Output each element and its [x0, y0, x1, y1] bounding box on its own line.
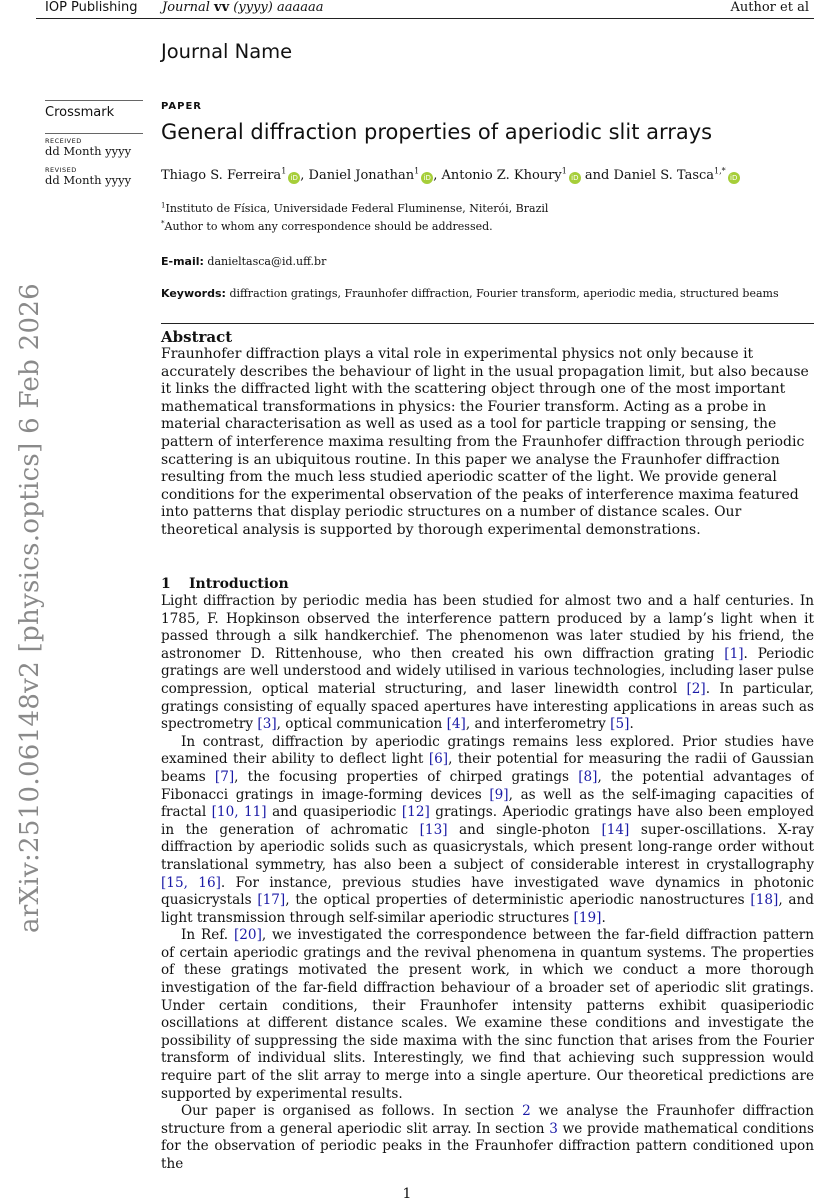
body-text-run: , and light transmission through self-similar aperiodic structures — [161, 892, 814, 926]
body-text-run: , as well as the self-imaging capacities of fractal — [161, 786, 814, 821]
citation-link[interactable]: [20] — [233, 927, 262, 944]
body-text-run: . — [629, 716, 634, 733]
section-heading — [161, 576, 289, 592]
sidebar-rule — [45, 100, 143, 101]
citation-link[interactable]: [10, 11] — [211, 804, 267, 821]
running-header — [0, 0, 814, 18]
citation-link[interactable]: [2] — [686, 680, 706, 697]
citation-link[interactable]: [4] — [446, 716, 466, 733]
body-text-run: and single-photon — [447, 821, 602, 838]
introduction-body — [161, 593, 814, 1174]
body-text-run: Our paper is organised as follows. In section — [181, 1103, 523, 1120]
publisher-name: IOP Publishing — [45, 0, 138, 15]
author-separator: , — [300, 168, 309, 183]
orcid-icon[interactable]: iD — [569, 172, 581, 184]
arxiv-stamp: arXiv:2510.06148v2 [physics.optics] 6 Feb 2026 — [15, 283, 45, 933]
section-number: 1 — [161, 576, 171, 592]
crossmark-link[interactable]: Crossmark — [45, 105, 115, 120]
citation-link[interactable]: [6] — [428, 751, 449, 768]
citation-link[interactable]: [1] — [724, 645, 744, 662]
journal-citation: Journal vv (yyyy) aaaaaa — [162, 0, 324, 15]
orcid-icon[interactable]: iD — [288, 172, 300, 184]
citation-link[interactable]: [13] — [419, 821, 448, 838]
body-text-run: In Ref. — [181, 927, 234, 944]
body-text-run: we provide mathematical conditions for the observation of periodic peaks in the Fraunhofer diffraction pattern conditioned upon the — [161, 1120, 814, 1172]
body-paragraph — [161, 927, 814, 1103]
body-text-run: . Periodic gratings are well understood and widely utilised in various technologies, including laser pulse compression, optical material structuring, and laser linewidth control — [161, 645, 814, 697]
email-link[interactable]: danieltasca@id.uff.br — [207, 255, 327, 268]
citation-link[interactable]: [18] — [750, 892, 779, 909]
page-number: 1 — [402, 1186, 412, 1200]
email-line — [161, 255, 326, 268]
affiliation: $^1$Instituto de Física, Universidade Federal Fluminense, Niterói, Brazil — [161, 201, 549, 215]
body-text-run: . In particular, gratings consisting of equally spaced apertures have interesting applications in areas such as spectrometry — [161, 680, 814, 733]
body-text-run: , their potential for measuring the radii of Gaussian beams — [161, 751, 814, 785]
author-name: Antonio Z. Khoury — [441, 168, 562, 183]
keywords-line — [161, 287, 779, 300]
revised-label: REVISED — [45, 166, 77, 174]
body-text-run: . — [601, 909, 606, 926]
citation-link[interactable]: [9] — [489, 786, 509, 803]
received-label: RECEIVED — [45, 137, 82, 145]
author-name: Thiago S. Ferreira — [161, 168, 282, 183]
author-separator: and — [580, 168, 614, 183]
sidebar-rule — [45, 133, 143, 134]
abstract-rule — [161, 323, 814, 324]
body-text-run: we analyse the Fraunhofer diffraction structure from a general aperiodic slit array. In section — [161, 1103, 814, 1137]
author-affiliation-mark: 1 — [414, 166, 420, 176]
citation-link[interactable]: [15, 16] — [161, 874, 221, 891]
received-date: dd Month yyyy — [45, 144, 132, 158]
body-text-run: , the optical properties of deterministic aperiodic nanostructures — [285, 892, 751, 909]
section-title: Introduction — [189, 576, 289, 592]
citation-link[interactable]: [8] — [578, 768, 598, 785]
journal-name: Journal Name — [161, 40, 293, 63]
citation-link[interactable]: [3] — [257, 716, 277, 733]
body-text-run: Light diffraction by periodic media has been studied for almost two and a half centuries. In 1785, F. Hopkinson observed the interference pattern produced by a lamp’s light when it passed through a silk handkerchief. The phenomenon was later studied by his friend, the astronomer D. Rittenhouse, who then created his own diffraction grating — [161, 593, 814, 662]
body-text-run: super-oscillations. X-ray diffraction by aperiodic solids such as quasicrystals, which present long-range order without translational symmetry, has also been a subject of considerable interest in crystallography — [161, 821, 814, 873]
orcid-icon[interactable]: iD — [421, 172, 433, 184]
citation-link[interactable]: [19] — [573, 909, 602, 926]
body-text-run: and quasiperiodic — [266, 804, 402, 821]
revised-date: dd Month yyyy — [45, 173, 132, 187]
citation-link[interactable]: [14] — [601, 821, 630, 838]
author-list — [161, 168, 740, 184]
article-history-sidebar — [45, 100, 143, 196]
author-affiliation-mark: 1 — [281, 166, 287, 176]
running-author: Author et al — [730, 0, 809, 15]
body-text-run: , we investigated the correspondence between the far-field diffraction pattern of certain aperiodic gratings and the revival phenomena in quantum systems. The properties of these gratings motivated the present work, in which we conduct a more thorough investigation of the far-field diffraction behaviour of a broader set of aperiodic slit gratings. Under certain conditions, their Fraunhofer intensity patterns exhibit quasiperiodic oscillations at different distance scales. We examine these conditions and investigate the possibility of suppressing the side maxima with the sinc function that arises from the Fourier transform of individual slits. Interestingly, we find that achieving such suppression would require part of the slit array to merge into a single aperture. Our theoretical predictions are supported by experimental results. — [161, 927, 814, 1102]
paper-type-label: PAPER — [161, 101, 203, 112]
body-text-run: , optical communication — [276, 716, 447, 733]
body-paragraph — [161, 734, 814, 928]
abstract-text: Fraunhofer diffraction plays a vital role in experimental physics not only because it accurately describes the behaviour of light in the usual propagation limit, but also because it links the diffracted light with the scattering object through one of the most important mathematical transformations in physics: the Fourier transform. Acting as a probe in material characterisation as well as used as a tool for particle trapping or sensing, the pattern of interference maxima resulting from the Fraunhofer diffraction through periodic scattering is an ubiquitous routine. In this paper we analyse the Fraunhofer diffraction resulting from the much less studied aperiodic scatter of the light. We provide general conditions for the experimental observation of the peaks of interference maxima featured into patterns that display periodic structures on a number of distance scales. Our theoretical analysis is supported by thorough experimental demonstrations. — [161, 346, 809, 538]
author-name: Daniel S. Tasca — [613, 168, 715, 183]
keywords-value: diffraction gratings, Fraunhofer diffraction, Fourier transform, aperiodic media, structured beams — [229, 287, 779, 300]
body-text-run: , and interferometry — [465, 716, 611, 733]
citation-link[interactable]: [17] — [257, 892, 286, 909]
corresponding-author-note: *Author to whom any correspondence should be addressed. — [161, 219, 493, 233]
header-rule — [36, 18, 814, 19]
citation-link[interactable]: [7] — [214, 768, 235, 785]
keywords-label: Keywords: — [161, 287, 226, 300]
citation-link[interactable]: 2 — [522, 1103, 531, 1120]
body-text-run: gratings. Aperiodic gratings have also been employed in the generation of achromatic — [161, 804, 814, 838]
author-name: Daniel Jonathan — [308, 168, 415, 183]
abstract-heading: Abstract — [161, 328, 233, 346]
body-paragraph — [161, 593, 814, 734]
email-label: E-mail: — [161, 255, 204, 268]
body-paragraph — [161, 1103, 814, 1173]
body-text-run: , the potential advantages of Fibonacci gratings in image-forming devices — [161, 768, 814, 803]
author-affiliation-mark: 1,* — [714, 166, 726, 176]
paper-title: General diffraction properties of aperiodic slit arrays — [161, 120, 713, 144]
author-separator: , — [433, 168, 442, 183]
body-text-run: , the focusing properties of chirped gratings — [234, 768, 579, 785]
citation-link[interactable]: [12] — [401, 804, 430, 821]
body-text-run: In contrast, diffraction by aperiodic gratings remains less explored. Prior studies have examined their ability to deflect light — [161, 733, 814, 768]
body-text-run: . For instance, previous studies have investigated wave dynamics in photonic quasicrystals — [161, 874, 814, 909]
orcid-icon[interactable]: iD — [728, 172, 740, 184]
citation-link[interactable]: 3 — [549, 1120, 558, 1137]
citation-link[interactable]: [5] — [610, 716, 630, 733]
author-affiliation-mark: 1 — [561, 166, 567, 176]
